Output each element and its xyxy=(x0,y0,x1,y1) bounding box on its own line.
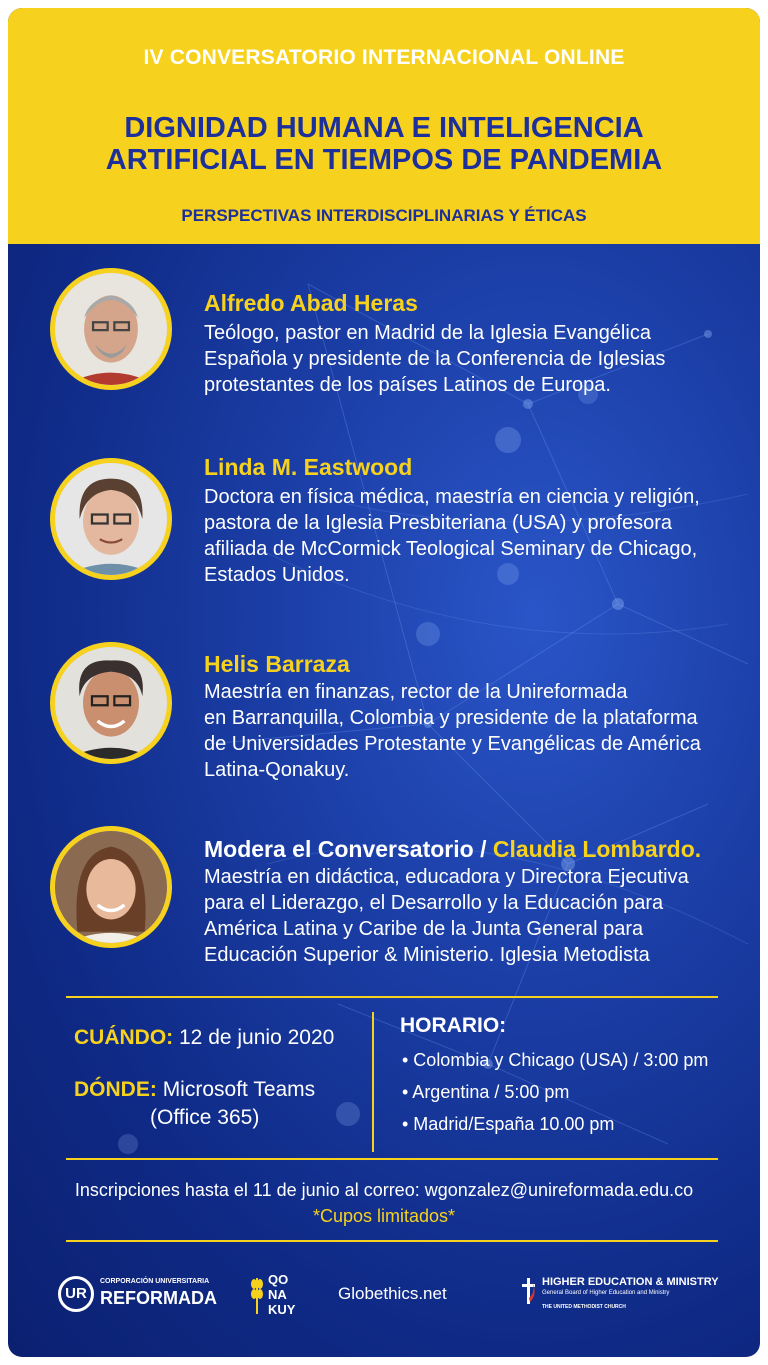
moderator-photo xyxy=(50,826,172,948)
qonakuy-text: KUY xyxy=(268,1302,296,1317)
moderator-bio xyxy=(204,864,744,968)
event-title xyxy=(8,112,760,176)
where-value-1: Microsoft Teams xyxy=(162,1078,316,1101)
event-subtitle: PERSPECTIVAS INTERDISCIPLINARIAS Y ÉTICAS xyxy=(181,206,587,225)
when-label: CUÁNDO: xyxy=(74,1026,174,1049)
speaker-name: Alfredo Abad Heras xyxy=(204,290,418,316)
divider-middle xyxy=(66,1158,718,1160)
bio-line: para el Liderazgo, el Desarrollo y la Educación para xyxy=(204,892,664,914)
qonakuy-text: QO xyxy=(268,1272,289,1287)
moderator-prefix: Modera el Conversatorio / xyxy=(204,836,493,862)
bio-line: Doctora en física médica, maestría en ciencia y religión, xyxy=(204,486,700,508)
divider-bottom xyxy=(66,1240,718,1242)
schedule-item: • Argentina / 5:00 pm xyxy=(402,1082,570,1102)
qonakuy-logo xyxy=(250,1270,310,1320)
moderator-heading xyxy=(204,836,701,863)
registration-text: Inscripciones hasta el 11 de junio al correo: wgonzalez@unireformada.edu.co xyxy=(74,1180,694,1200)
event-poster xyxy=(8,8,760,1357)
where-label: DÓNDE: xyxy=(74,1078,157,1101)
speaker-photo xyxy=(50,268,172,390)
schedule-label: HORARIO: xyxy=(400,1014,507,1037)
hem-subtitle: General Board of Higher Education and Ministry xyxy=(542,1290,670,1296)
bio-line: de Universidades Protestante y Evangélicas de América xyxy=(204,733,701,755)
speaker-photo xyxy=(50,642,172,764)
reformada-logo xyxy=(58,1272,228,1316)
event-when xyxy=(74,1026,334,1050)
schedule-item: • Madrid/España 10.00 pm xyxy=(402,1114,615,1134)
speaker-name: Helis Barraza xyxy=(204,651,350,677)
event-title-line-2: ARTIFICIAL EN TIEMPOS DE PANDEMIA xyxy=(105,144,663,176)
event-title-line-1: DIGNIDAD HUMANA E INTELIGENCIA xyxy=(124,112,644,144)
header-banner xyxy=(8,8,760,244)
event-where xyxy=(74,1078,315,1102)
hem-church: THE UNITED METHODIST CHURCH xyxy=(542,1304,626,1310)
moderator-name: Claudia Lombardo. xyxy=(492,836,702,862)
where-value-2: (Office 365) xyxy=(150,1106,260,1129)
schedule-item: • Colombia y Chicago (USA) / 3:00 pm xyxy=(402,1050,709,1070)
registration-note: *Cupos limitados* xyxy=(312,1206,456,1226)
reformada-name: REFORMADA xyxy=(100,1288,217,1308)
bio-line: afiliada de McCormick Teological Seminary de Chicago, xyxy=(204,538,698,560)
bio-line: Educación Superior & Ministerio. Iglesia Metodista xyxy=(204,944,650,966)
hem-logo xyxy=(520,1274,750,1318)
speaker-name: Linda M. Eastwood xyxy=(204,454,413,480)
bio-line: Maestría en finanzas, rector de la Unireformada xyxy=(204,681,628,703)
speaker-bio xyxy=(204,484,744,588)
bio-line: en Barranquilla, Colombia y presidente de la plataforma xyxy=(204,707,698,729)
speaker-photo xyxy=(50,458,172,580)
speaker-bio xyxy=(204,320,744,398)
reformada-top-text: CORPORACIÓN UNIVERSITARIA xyxy=(100,1278,210,1285)
divider-top xyxy=(66,996,718,998)
bio-line: Estados Unidos. xyxy=(204,564,350,586)
divider-vertical xyxy=(372,1012,374,1152)
hem-title: HIGHER EDUCATION & MINISTRY xyxy=(542,1276,719,1288)
bio-line: Latina-Qonakuy. xyxy=(204,759,350,781)
bio-line: América Latina y Caribe de la Junta General para xyxy=(204,918,644,940)
globethics-logo: Globethics.net xyxy=(338,1284,447,1303)
wheat-icon xyxy=(250,1274,264,1314)
bio-line: protestantes de los países Latinos de Europa. xyxy=(204,374,611,396)
event-kicker: IV CONVERSATORIO INTERNACIONAL ONLINE xyxy=(143,46,625,69)
bio-line: pastora de la Iglesia Presbiteriana (USA) y profesora xyxy=(204,512,673,534)
speaker-bio xyxy=(204,679,744,783)
bio-line: Maestría en didáctica, educadora y Directora Ejecutiva xyxy=(204,866,689,888)
when-value: 12 de junio 2020 xyxy=(179,1026,335,1049)
bio-line: Española y presidente de la Conferencia de Iglesias xyxy=(204,348,666,370)
bio-line: Teólogo, pastor en Madrid de la Iglesia Evangélica xyxy=(204,322,651,344)
reformada-mark: UR xyxy=(58,1276,94,1312)
qonakuy-text: NA xyxy=(268,1287,287,1302)
cross-flame-icon xyxy=(520,1276,538,1306)
